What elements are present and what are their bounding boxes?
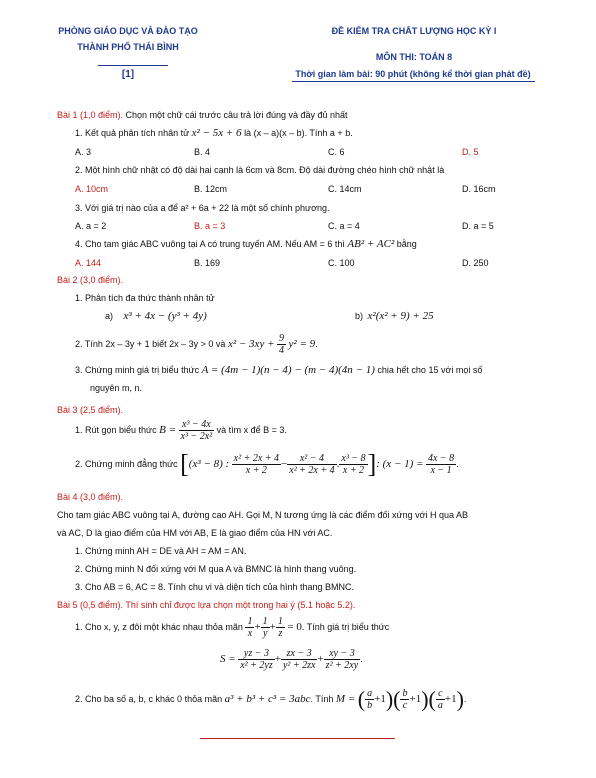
- q1-text-post: là (x – a)(x – b). Tính a + b.: [244, 128, 353, 138]
- b3q2-frac4: [426, 453, 456, 476]
- dept-line-1: PHÒNG GIÁO DỤC VÀ ĐÀO TẠO: [58, 26, 198, 36]
- bai5-S-expression: S = $\frac{yz - 3}{\text{x² + 2yz}}$ + $\frac{zx - 3}{\text{y² + 2zx}}$ + $\frac{xy - 3}{\text{z² + 2xy}}$ .: [220, 648, 363, 671]
- b3q1-B: B =: [159, 423, 176, 436]
- b5q1-frac2: [261, 616, 270, 639]
- f3-num: 1: [277, 616, 283, 627]
- M-f1-den: b: [367, 700, 373, 711]
- bai3-title: Bài 3 (2,5 điểm).: [57, 405, 124, 415]
- b3q2-text: 2. Chứng minh đẳng thức: [75, 458, 178, 469]
- exam-time: Thời gian làm bài: 90 phút (không kể thời gian phát đề): [295, 69, 531, 79]
- bai2-q3: [75, 364, 482, 376]
- q2-opt-d: D. 16cm: [462, 184, 496, 194]
- plus-one-1: +1: [374, 692, 386, 705]
- frac1-num: x² + 2x + 4: [233, 453, 280, 464]
- b3q2-dot: .: [336, 457, 340, 470]
- q2-opt-a: A. 10cm: [75, 184, 109, 194]
- f1-num: 1: [247, 616, 253, 627]
- bai1-q1: [75, 127, 353, 139]
- bai5-title: Bài 5 (0,5 điểm). Thí sinh chỉ được lựa chọn một trong hai ý (5.1 hoặc 5.2).: [57, 600, 356, 610]
- q4-expr: AB² + AC²: [347, 238, 395, 250]
- bai2-q1b: [355, 310, 434, 322]
- q1-opt-d: D. 5: [462, 147, 479, 157]
- frac4-num: 4x − 8: [427, 453, 455, 464]
- bai1-title: Bài 1 (1,0 điểm).: [57, 110, 124, 120]
- q2-expr-b: y² = 9: [288, 337, 316, 350]
- S-f3-num: xy − 3: [324, 648, 361, 660]
- q2-text: 2. Tính 2x – 3y + 1 biết 2x – 3y > 0 và: [75, 338, 226, 349]
- exam-title: ĐỀ KIỂM TRA CHẤT LƯỢNG HỌC KỲ I: [331, 26, 497, 36]
- b3q2-frac2: [287, 453, 336, 476]
- q2-fraction: [277, 333, 286, 356]
- S-f2-num: zx − 3: [281, 648, 318, 660]
- frac2-den: x² + 2x + 4: [289, 465, 335, 476]
- bai1-q4: [75, 238, 417, 250]
- S-frac3: [324, 648, 361, 671]
- q3-text: 3. Chứng minh giá trị biểu thức: [75, 365, 200, 375]
- bai3-q2: [75, 449, 459, 479]
- b3q2-end: .: [456, 458, 459, 469]
- M-f2-num: b: [402, 688, 408, 699]
- frac3-num: x³ − 8: [341, 453, 366, 464]
- M-label: M =: [335, 692, 356, 705]
- bai1-q3: 3. Với giá trị nào của a để a² + 6a + 22 là một số chính phương.: [75, 203, 330, 213]
- q4-opt-a: A. 144: [75, 258, 102, 268]
- frac4-den: x − 1: [430, 465, 452, 476]
- header-rule-right: [292, 81, 535, 82]
- b3q1-den: x³ − 2x²: [180, 431, 213, 442]
- q4-text: 4. Cho tam giác ABC vuông tại A có trung tuyến AM. Nếu AM = 6 thì: [75, 239, 345, 249]
- dept-line-2: THÀNH PHỐ THÁI BÌNH: [77, 42, 179, 52]
- M-frac3: [436, 688, 445, 711]
- q2-frac-num: 9: [279, 333, 285, 344]
- plus-one-3: +1: [444, 692, 457, 705]
- footer-rule: [200, 738, 395, 739]
- header-rule-left: [98, 65, 168, 66]
- q3-expr: A = (4m − 1)(n − 4) − (m − 4)(4n − 1): [201, 364, 375, 376]
- q1-expr: x² − 5x + 6: [191, 127, 242, 139]
- M-f2-den: c: [402, 700, 408, 711]
- S-label: S =: [220, 652, 236, 665]
- b5q1-text: 1. Cho x, y, z đôi một khác nhau thỏa mãn: [75, 621, 243, 632]
- S-frac1: [238, 648, 275, 671]
- b3q2-minus: −: [281, 457, 288, 470]
- bai2-title: Bài 2 (3,0 điểm).: [57, 275, 124, 285]
- M-end: .: [463, 693, 467, 704]
- bai3-q1: [75, 419, 287, 442]
- q1-opt-a: A. 3: [75, 147, 92, 157]
- bai4-q1: 1. Chứng minh AH = DE và AH = AM = AN.: [75, 546, 247, 556]
- b3q2-frac3: [336, 453, 367, 476]
- f2-den: y: [262, 628, 268, 639]
- q2-end: .: [315, 338, 318, 349]
- bai4-q3: 3. Cho AB = 6, AC = 8. Tính chu vi và diện tích của hình thang BMNC.: [75, 582, 354, 592]
- bai2-q3-line2: nguyên m, n.: [90, 383, 143, 393]
- q1b-label: b): [355, 311, 364, 321]
- q2-opt-c: C. 14cm: [328, 184, 362, 194]
- bai4-title: Bài 4 (3,0 điểm).: [57, 492, 124, 502]
- q1b-expr: x²(x² + 9) + 25: [367, 310, 434, 322]
- b5q2-text-post: . Tính: [310, 693, 334, 704]
- bai5-q1: 1. Cho x, y, z đôi một khác nhau thỏa mãn $\frac{1}{x}$ + $\frac{1}{y}$ + $\frac{1}{z}$ = 0. Tính giá trị biểu thức: [75, 616, 390, 639]
- bai1-heading: [57, 110, 348, 120]
- f3-den: z: [278, 628, 283, 639]
- M-f1-num: a: [367, 688, 373, 699]
- q3-opt-d: D. a = 5: [462, 221, 494, 231]
- q3-text-post: chia hết cho 15 với mọi số: [377, 365, 483, 375]
- b5q1-frac3: [276, 616, 285, 639]
- b3q1-text-post: và tìm x để B = 3.: [216, 424, 287, 435]
- b5q2-text: 2. Cho ba số a, b, c khác 0 thỏa mãn: [75, 693, 223, 704]
- plus-one-2: +1: [409, 692, 422, 705]
- q2-opt-b: B. 12cm: [194, 184, 228, 194]
- q1-opt-c: C. 6: [328, 147, 345, 157]
- bai5-q2: 2. Cho ba số a, b, c khác 0 thỏa mãn a³ + b³ + c³ = 3abc. Tính M = ( $\frac{a}{b}$ +1)( $\frac{b}{c}$ +1)( $\frac{c}{a}$ +1).: [75, 686, 467, 712]
- exam-code: [1]: [121, 69, 135, 80]
- S-f1-num: yz − 3: [238, 648, 275, 660]
- S-f2-den: y² + 2zx: [282, 660, 316, 671]
- bai1-q2: 2. Một hình chữ nhật có độ dài hai cạnh là 6cm và 8cm. Độ dài đường chéo hình chữ nhật là: [75, 165, 445, 175]
- frac1-den: x + 2: [245, 465, 267, 476]
- frac3-den: x + 2: [342, 465, 365, 476]
- q4-text-post: bằng: [396, 239, 417, 249]
- bai1-intro: Chọn một chữ cái trước câu trả lời đúng và đầy đủ nhất: [125, 110, 348, 120]
- q1a-label: a): [105, 311, 114, 321]
- b3q2-frac1: [232, 453, 281, 476]
- bai4-q2: 2. Chứng minh N đối xứng với M qua A và BMNC là hình thang vuông.: [75, 564, 357, 574]
- bracket-close: ]: [367, 449, 377, 479]
- q1-text: 1. Kết quả phân tích nhân tử: [75, 128, 190, 138]
- b5q1-eq: = 0: [287, 620, 302, 633]
- q1-opt-b: B. 4: [194, 147, 211, 157]
- q4-opt-b: B. 169: [194, 258, 221, 268]
- S-f1-den: x² + 2yz: [240, 660, 273, 671]
- b3q1-text: 1. Rút gọn biểu thức: [75, 424, 157, 435]
- bai4-intro-1: Cho tam giác ABC vuông tại A, đường cao AH. Gọi M, N tương ứng là các điểm đối xứng với H qua AB: [57, 510, 469, 520]
- f2-num: 1: [262, 616, 268, 627]
- q3-opt-a: A. a = 2: [75, 221, 107, 231]
- S-frac2: [281, 648, 318, 671]
- q1a-expr: x³ + 4x − (y³ + 4y): [123, 310, 207, 322]
- S-end: .: [360, 653, 363, 664]
- bai2-q1: 1. Phân tích đa thức thành nhân tử: [75, 293, 215, 303]
- q4-opt-c: C. 100: [328, 258, 355, 268]
- b3q2-term2: : (x − 1) =: [376, 457, 424, 470]
- exam-subject: MÔN THI: TOÁN 8: [375, 52, 453, 62]
- b3q1-fraction: [179, 419, 215, 442]
- q4-opt-d: D. 250: [462, 258, 489, 268]
- f1-den: x: [247, 628, 253, 639]
- q3-opt-b: B. a = 3: [194, 221, 226, 231]
- bai2-q2: [75, 333, 318, 356]
- q3-opt-c: C. a = 4: [328, 221, 360, 231]
- bai2-q1a: [105, 310, 207, 322]
- b5q2-expr: a³ + b³ + c³ = 3abc: [224, 692, 311, 705]
- q2-expr-a: x² − 3xy +: [227, 337, 275, 350]
- bracket-open: [: [180, 449, 189, 479]
- M-f3-num: c: [436, 688, 445, 700]
- S-f3-den: z² + 2xy: [325, 660, 359, 671]
- b3q2-term1: (x³ − 8) :: [188, 457, 230, 470]
- frac2-num: x² − 4: [287, 453, 336, 465]
- M-frac1: [365, 688, 374, 711]
- b3q1-num: x³ − 4x: [179, 419, 215, 431]
- b5q1-text-post: . Tính giá trị biểu thức: [301, 621, 390, 632]
- M-f3-den: a: [437, 700, 443, 711]
- q2-frac-den: 4: [279, 345, 285, 356]
- bai4-intro-2: và AC, D là giao điểm của HM với AB, E là giao điểm của HN với AC.: [57, 528, 333, 538]
